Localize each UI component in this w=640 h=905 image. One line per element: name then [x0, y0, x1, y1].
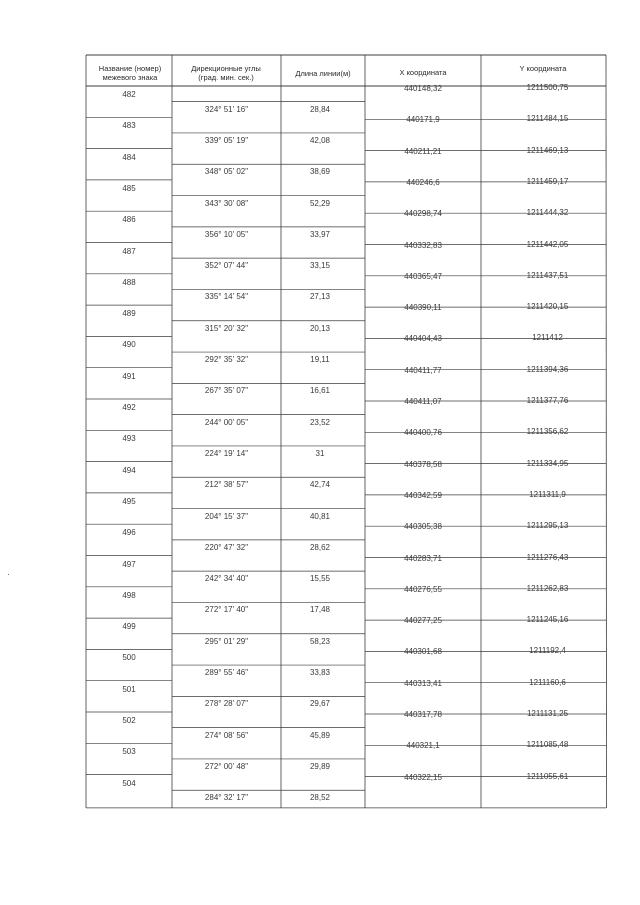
point-name: 487 — [122, 246, 136, 256]
point-name: 498 — [122, 590, 136, 600]
x-coordinate: 440301,68 — [404, 647, 442, 657]
direction-angle: 278° 28' 07" — [204, 699, 249, 709]
x-coordinate: 440411,07 — [404, 397, 442, 406]
y-coordinate: 1211500,75 — [526, 83, 569, 92]
point-name: 490 — [122, 340, 136, 350]
y-coordinate: 1211311,9 — [529, 489, 566, 499]
header-length: Длина линии(м) — [295, 69, 351, 78]
point-name: 495 — [122, 496, 136, 506]
y-coordinate: 1211437,51 — [526, 270, 569, 280]
y-coordinate: 1211459,17 — [526, 176, 569, 186]
y-coordinate: 1211356,62 — [526, 427, 569, 437]
y-coordinate: 1211334,95 — [526, 458, 569, 468]
direction-angle: 348° 05' 02" — [204, 167, 249, 177]
direction-angle: 352° 07' 44" — [204, 261, 249, 271]
x-coordinate: 440404,43 — [404, 334, 442, 344]
x-coordinate: 440277,25 — [404, 616, 442, 626]
direction-angle: 315° 20' 32" — [204, 323, 249, 333]
point-name: 482 — [122, 90, 136, 99]
x-coordinate: 440390,11 — [404, 303, 442, 313]
direction-angle: 220° 47' 32" — [204, 542, 249, 552]
line-length: 33,15 — [309, 261, 331, 271]
x-coordinate: 440276,55 — [404, 584, 442, 594]
x-coordinate: 440378,58 — [404, 459, 442, 469]
x-coordinate: 440317,78 — [404, 710, 442, 719]
direction-angle: 324° 51' 16" — [204, 104, 249, 114]
line-length: 28,84 — [309, 104, 331, 114]
direction-angle: 274° 08' 56" — [204, 730, 249, 740]
x-coordinate: 440305,38 — [404, 522, 442, 532]
y-coordinate: 1211442,05 — [526, 239, 569, 249]
y-coordinate: 1211245,16 — [526, 615, 569, 625]
x-coordinate: 440411,77 — [404, 365, 442, 375]
line-length: 33,97 — [309, 229, 331, 239]
line-length: 27,13 — [309, 292, 331, 302]
direction-angle: 242° 34' 40" — [204, 574, 249, 584]
x-coordinate: 440400,76 — [404, 428, 442, 438]
y-coordinate: 1211420,15 — [526, 302, 569, 312]
point-name: 493 — [122, 434, 136, 444]
point-name: 497 — [122, 559, 136, 569]
y-coordinate: 1211469,13 — [526, 145, 569, 155]
line-length: 23,52 — [309, 417, 331, 427]
point-name: 503 — [122, 747, 136, 757]
direction-angle: 244° 00' 05" — [204, 417, 249, 427]
x-coordinate: 440148,32 — [404, 84, 442, 93]
point-name: 494 — [122, 465, 136, 475]
y-coordinate: 1211055,61 — [526, 771, 569, 781]
direction-angle: 356° 10' 05" — [204, 229, 249, 239]
y-coordinate: 1211262,83 — [526, 583, 569, 593]
header-name: Название (номер) межевого знака — [98, 64, 162, 82]
point-name: 491 — [122, 371, 136, 381]
point-name: 504 — [122, 778, 136, 788]
line-length: 42,08 — [309, 135, 331, 145]
line-length: 52,29 — [309, 198, 331, 208]
point-name: 485 — [122, 183, 136, 193]
header-angle: Дирекционные углы (град. мин. сек.) — [191, 64, 261, 82]
point-name: 501 — [122, 684, 136, 694]
x-coordinate: 440313,41 — [404, 678, 442, 688]
x-coordinate: 440332,83 — [404, 240, 442, 250]
line-length: 40,81 — [309, 511, 331, 521]
line-length: 31 — [315, 448, 325, 458]
line-length: 20,13 — [309, 323, 331, 333]
x-coordinate: 440298,74 — [404, 209, 442, 219]
line-length: 15,55 — [309, 574, 331, 584]
x-coordinate: 440283,71 — [404, 553, 442, 563]
line-length: 42,74 — [309, 480, 331, 490]
x-coordinate: 440365,47 — [404, 271, 442, 281]
x-coordinate: 440322,15 — [404, 772, 442, 782]
direction-angle: 339° 05' 19" — [204, 135, 249, 145]
header-x: X координата — [399, 68, 447, 77]
header-y: Y координата — [519, 64, 567, 73]
direction-angle: 272° 00' 48" — [204, 761, 249, 771]
line-length: 28,52 — [309, 793, 331, 803]
x-coordinate: 440171,9 — [406, 115, 440, 125]
direction-angle: 267° 35' 07" — [204, 386, 249, 396]
y-coordinate: 1211484,15 — [526, 114, 569, 124]
direction-angle: 292° 35' 32" — [204, 355, 249, 365]
y-coordinate: 1211131,25 — [526, 709, 569, 718]
point-name: 496 — [122, 528, 136, 538]
direction-angle: 343° 30' 08" — [204, 198, 249, 208]
line-length: 29,89 — [309, 761, 331, 771]
point-name: 492 — [122, 403, 136, 412]
y-coordinate: 1211444,32 — [526, 208, 569, 218]
y-coordinate: 1211412 — [532, 333, 563, 343]
point-name: 484 — [122, 152, 136, 162]
line-length: 17,48 — [309, 605, 331, 615]
direction-angle: 212° 38' 57" — [204, 480, 249, 490]
y-coordinate: 1211394,36 — [526, 364, 569, 374]
line-length: 28,62 — [309, 542, 331, 552]
line-length: 16,61 — [309, 386, 331, 396]
y-coordinate: 1211276,43 — [526, 552, 569, 562]
line-length: 19,11 — [310, 355, 330, 365]
direction-angle: 295° 01' 29" — [204, 636, 249, 646]
point-name: 502 — [122, 716, 136, 725]
y-coordinate: 1211295,13 — [526, 521, 569, 531]
x-coordinate: 440321,1 — [406, 741, 440, 751]
direction-angle: 224° 19' 14" — [204, 448, 249, 458]
line-length: 33,83 — [309, 668, 331, 678]
line-length: 58,23 — [309, 636, 331, 646]
direction-angle: 284° 32' 17" — [204, 793, 249, 803]
y-coordinate: 1211377,76 — [526, 396, 569, 405]
line-length: 45,89 — [309, 730, 331, 740]
x-coordinate: 440246,6 — [406, 177, 440, 187]
line-length: 29,67 — [309, 699, 331, 709]
column-rule — [606, 55, 607, 808]
x-coordinate: 440211,21 — [404, 146, 442, 156]
y-coordinate: 1211160,6 — [529, 677, 566, 687]
point-name: 488 — [122, 277, 136, 287]
y-coordinate: 1211192,4 — [529, 646, 566, 656]
x-coordinate: 440342,59 — [404, 490, 442, 500]
point-name: 499 — [122, 622, 136, 632]
point-name: 489 — [122, 309, 136, 319]
direction-angle: 204° 15' 37" — [204, 511, 249, 521]
direction-angle: 335° 14' 54" — [204, 292, 249, 302]
y-coordinate: 1211085,48 — [526, 740, 569, 750]
point-name: 486 — [122, 215, 136, 225]
direction-angle: 289° 55' 46" — [204, 668, 249, 678]
point-name: 483 — [122, 121, 136, 131]
point-name: 500 — [122, 653, 136, 663]
direction-angle: 272° 17' 40" — [204, 605, 249, 615]
line-length: 38,69 — [309, 167, 331, 177]
